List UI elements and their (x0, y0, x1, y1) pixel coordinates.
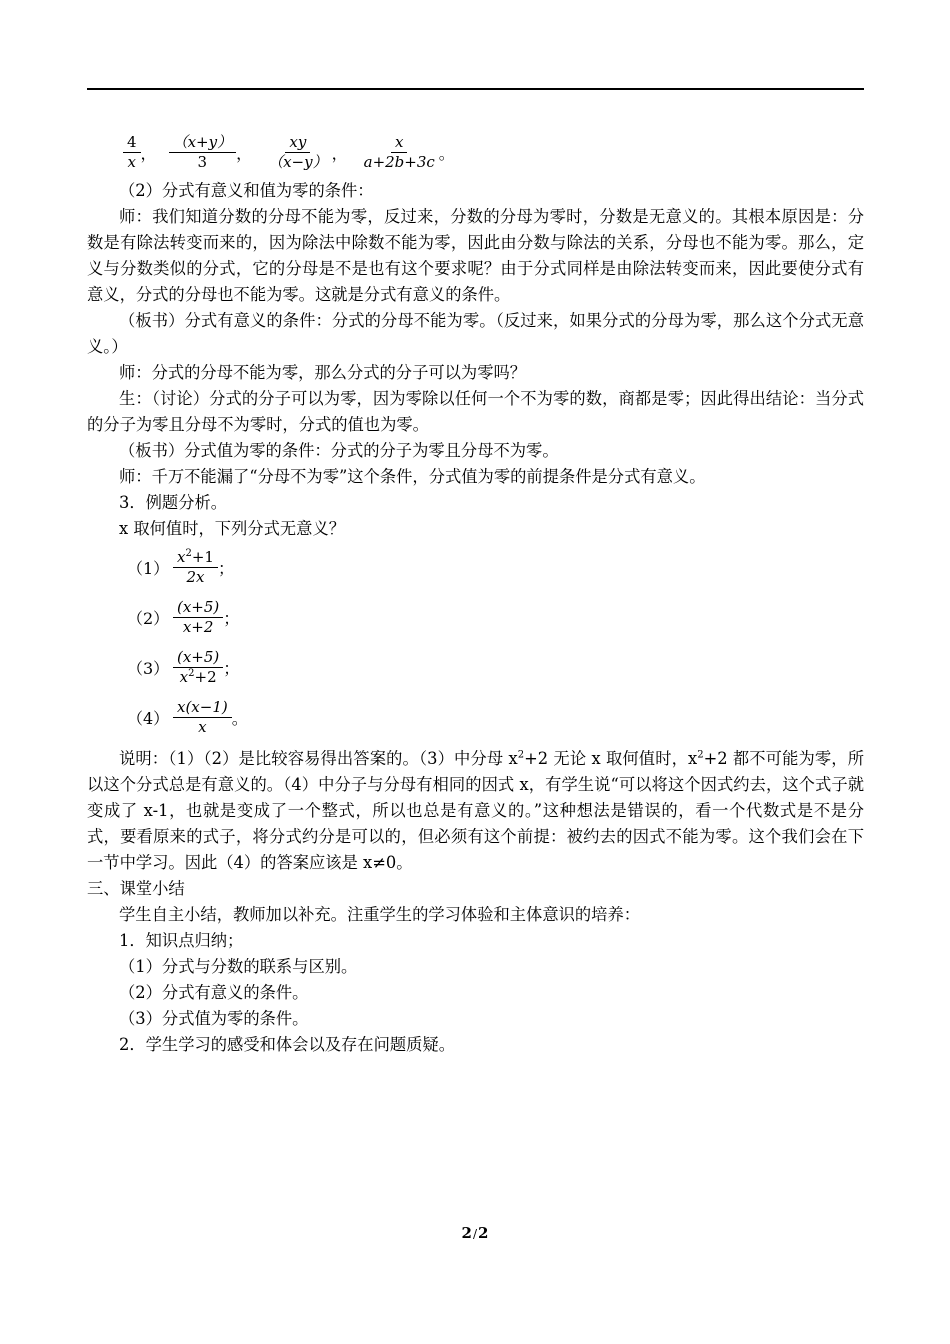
page-number: 2/2 (461, 1224, 489, 1242)
example-fraction: $\frac{x(x-1)}{x}$ (173, 698, 232, 737)
summary-sub-item: （1）分式与分数的联系与区别。 (119, 957, 358, 976)
example-3 (87, 642, 864, 692)
separator: ， (331, 143, 348, 163)
separator: ， (140, 143, 157, 163)
fraction-3: $\frac{xy}{(x-y)}$ (268, 132, 328, 171)
page-content (87, 126, 864, 1058)
summary-item-1: 1．知识点归纳； (119, 931, 244, 950)
example-heading: 3．例题分析。 (119, 493, 228, 512)
student-discussion: 生：（讨论）分式的分子可以为零，因为零除以任何一个不为零的数，商都是零；因此得出结论：当分式的分子为零且分母不为零时，分式的值也为零。 (87, 389, 864, 434)
fraction-1: $\frac{4}{x}$ (123, 133, 141, 172)
fraction-2: $\frac{(x+y)}{3}$ (169, 133, 237, 172)
example-label: （4） (127, 708, 170, 728)
example-fraction: $\frac{(x+5)}{x^2+2}$ (173, 648, 223, 687)
explanation-paragraph: 说明：（1）（2）是比较容易得出答案的。（3）中分母 $x^2+2$ 无论 x 取何值时，$x^2+2$ 都不可能为零，所以这个分式总是有意义的。（4）中分子与分母有相同的因式 x，有学生说“可以将这个因式约去，这个式子就变成了 x-1，也就是变成了一个整式，所以也总是有意义的。”这种想法是错误的，看一个代数式是不是分式，要看原来的式子，将分式约分是可以的，但必须有这个前提：被约去的因式不能为零。这个我们会在下一节中学习。因此（4）的答案应该是 x≠0。 (87, 749, 864, 872)
summary-intro: 学生自主小结，教师加以补充。注重学生的学习体验和主体意识的培养： (119, 905, 641, 924)
example-2 (87, 592, 864, 642)
example-fraction: $\frac{(x+5)}{x+2}$ (173, 598, 223, 637)
board-note-2: （板书）分式值为零的条件：分式的分子为零且分母不为零。 (119, 441, 559, 460)
summary-sub-item: （3）分式值为零的条件。 (119, 1009, 309, 1028)
example-end: 。 (231, 709, 249, 728)
example-4 (87, 692, 864, 742)
example-end: ； (223, 659, 240, 678)
fraction-4: $\frac{x}{a+2b+3c}$ (363, 132, 435, 171)
section-three-heading: 三、课堂小结 (87, 879, 185, 898)
teacher-reminder: 师：千万不能漏了“分母不为零”这个条件，分式值为零的前提条件是分式有意义。 (119, 467, 706, 486)
example-end: ； (223, 609, 240, 628)
example-question: x 取何值时，下列分式无意义？ (119, 519, 346, 538)
teacher-question: 师：分式的分母不能为零，那么分式的分子可以为零吗？ (119, 363, 527, 382)
summary-item-2: 2．学生学习的感受和体会以及存在问题质疑。 (119, 1035, 455, 1054)
teacher-paragraph-1: 师：我们知道分数的分母不能为零，反过来，分数的分母为零时，分数是无意义的。其根本原因是：分数是有除法转变而来的，因为除法中除数不能为零，因此由分数与除法的关系，分母也不能为零。那么，定义与分数类似的分式，它的分母是不是也有这个要求呢？由于分式同样是由除法转变而来，因此要使分式有意义，分式的分母也不能为零。这就是分式有意义的条件。 (87, 207, 864, 304)
subheading-conditions: （2）分式有意义和值为零的条件： (119, 181, 374, 200)
example-fraction: $\frac{x^2+1}{2x}$ (173, 548, 218, 587)
example-label: （1） (127, 558, 170, 578)
example-end: ； (217, 559, 235, 578)
example-label: （2） (127, 608, 170, 628)
separator: ， (236, 143, 253, 163)
intro-fractions (87, 126, 864, 178)
board-note-1: （板书）分式有意义的条件：分式的分母不能为零。（反过来，如果分式的分母为零，那么这个分式无意义。） (87, 311, 864, 356)
example-label: （3） (127, 658, 170, 678)
separator: 。 (438, 143, 455, 163)
summary-sub-item: （2）分式有意义的条件。 (119, 983, 309, 1002)
example-1 (87, 542, 864, 592)
header-rule (87, 88, 864, 90)
